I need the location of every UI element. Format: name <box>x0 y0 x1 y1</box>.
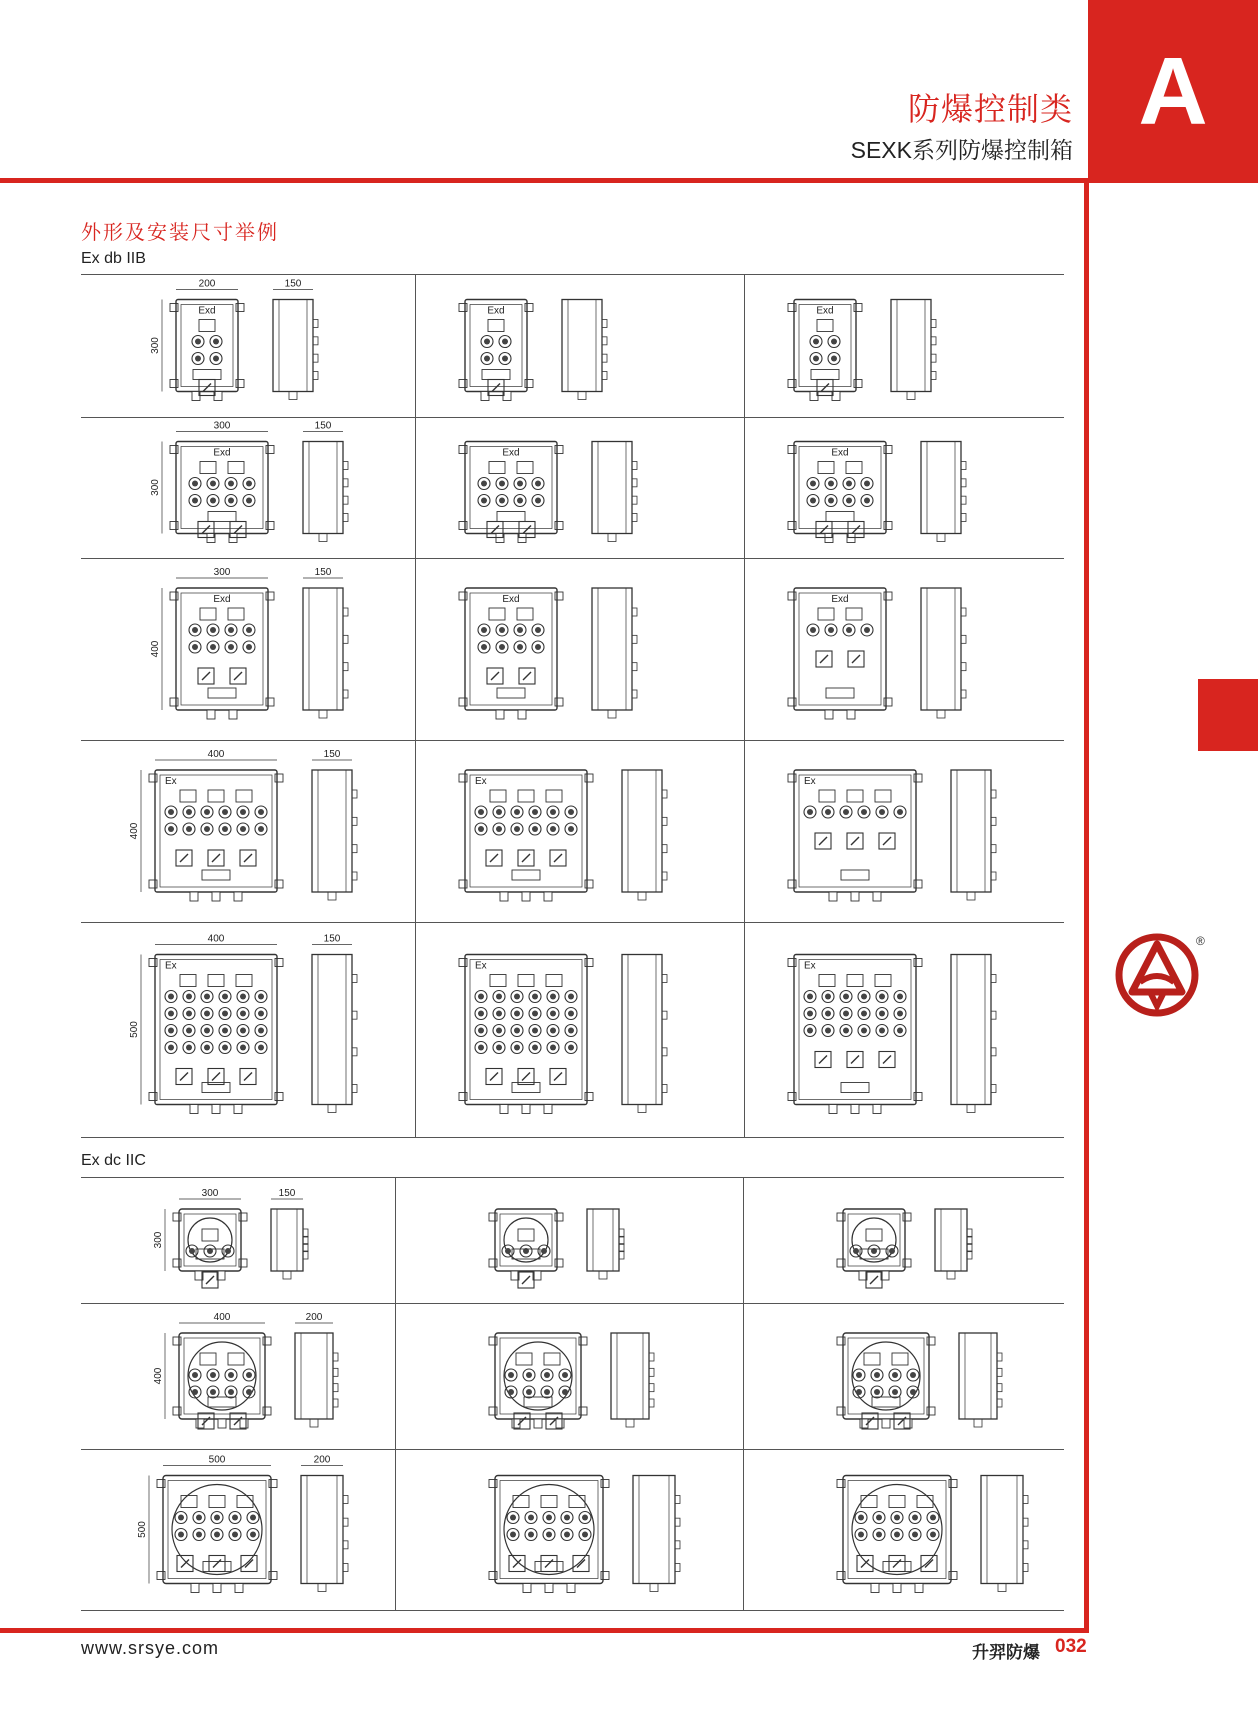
table-rule <box>81 1137 1064 1138</box>
enclosure-drawing <box>395 1303 743 1449</box>
drawing-cell <box>81 1303 395 1449</box>
drawing-cell <box>744 740 1064 922</box>
drawing-cell <box>395 1177 743 1303</box>
enclosure-drawing <box>744 274 1064 417</box>
front-view <box>179 1333 265 1419</box>
width-dimension-label: 400 <box>207 749 225 760</box>
depth-dimension-label: 150 <box>284 278 302 290</box>
drawing-cell <box>81 740 415 922</box>
drawing-cell <box>395 1449 743 1610</box>
drawing-cell <box>743 1303 1064 1449</box>
category-tab <box>1088 0 1258 183</box>
ex-mark-label: Exd <box>831 447 849 459</box>
height-dimension-label: 400 <box>153 1367 164 1385</box>
height-dimension-label: 500 <box>129 1021 140 1038</box>
enclosure-drawing <box>81 274 415 417</box>
drawing-cell <box>81 1177 395 1303</box>
width-dimension-label: 200 <box>198 278 216 290</box>
drawing-cell <box>81 558 415 740</box>
width-dimension-label: 500 <box>208 1454 226 1466</box>
footer-divider <box>0 1628 1089 1633</box>
ex-mark-label: Ex <box>165 776 177 787</box>
enclosure-drawing <box>415 417 744 558</box>
width-dimension-label: 400 <box>207 933 225 945</box>
enclosure-drawing <box>395 1177 743 1303</box>
category-letter: A <box>1138 37 1208 145</box>
ex-mark-label: Exd <box>816 305 834 317</box>
enclosure-drawing <box>744 740 1064 922</box>
front-view <box>495 1333 581 1419</box>
front-view <box>163 1476 271 1584</box>
drawing-cell <box>415 417 744 558</box>
width-dimension-label: 300 <box>213 420 231 432</box>
ex-mark-label: Ex <box>804 960 816 972</box>
height-dimension-label: 300 <box>150 337 161 354</box>
enclosure-drawing <box>743 1449 1064 1610</box>
drawing-cell <box>415 922 744 1137</box>
company-name: 升羿防爆 <box>972 1643 1040 1662</box>
depth-dimension-label: 150 <box>314 420 332 432</box>
height-dimension-label: 300 <box>153 1231 164 1249</box>
front-view <box>465 770 587 892</box>
registered-mark: ® <box>1196 934 1205 948</box>
enclosure-drawing <box>81 922 415 1137</box>
ex-mark-label: Ex <box>475 776 487 787</box>
width-dimension-label: 300 <box>201 1188 219 1199</box>
enclosure-drawing <box>81 1177 395 1303</box>
ex-mark-label: Exd <box>213 447 231 459</box>
drawing-cell <box>81 1449 395 1610</box>
enclosure-drawing <box>744 922 1064 1137</box>
drawing-cell <box>744 417 1064 558</box>
enclosure-drawing <box>415 922 744 1137</box>
enclosure-drawing <box>81 740 415 922</box>
front-view <box>794 770 916 892</box>
width-dimension-label: 300 <box>213 567 231 578</box>
drawing-cell <box>744 274 1064 417</box>
ex-mark-label: Exd <box>487 305 505 317</box>
drawing-cell <box>81 417 415 558</box>
ex-mark-label: Exd <box>502 594 520 605</box>
depth-dimension-label: 150 <box>323 933 341 945</box>
side-view <box>587 1209 619 1271</box>
enclosure-drawing <box>744 417 1064 558</box>
ex-mark-label: Exd <box>831 594 849 605</box>
height-dimension-label: 300 <box>150 479 161 496</box>
series-title: SEXK系列防爆控制箱 <box>850 137 1073 163</box>
drawing-cell <box>415 274 744 417</box>
drawing-cell <box>415 740 744 922</box>
front-view <box>794 588 886 710</box>
ex-mark-label: Exd <box>213 594 231 605</box>
group-label-iic: Ex dc IIC <box>81 1152 146 1169</box>
enclosure-drawing <box>395 1449 743 1610</box>
side-index-tab <box>1198 679 1258 751</box>
website-link[interactable]: www.srsye.com <box>81 1638 220 1658</box>
enclosure-drawing <box>81 558 415 740</box>
ex-mark-label: Ex <box>475 960 487 972</box>
ex-mark-label: Ex <box>804 776 816 787</box>
enclosure-drawing <box>743 1177 1064 1303</box>
side-view <box>271 1209 303 1271</box>
depth-dimension-label: 150 <box>278 1188 296 1199</box>
drawing-cell <box>743 1177 1064 1303</box>
enclosure-drawing <box>415 558 744 740</box>
header-divider <box>0 178 1088 183</box>
group-label-iib: Ex db IIB <box>81 250 146 267</box>
width-dimension-label: 400 <box>213 1312 231 1323</box>
drawing-cell <box>744 922 1064 1137</box>
enclosure-drawing <box>81 417 415 558</box>
section-title: 外形及安装尺寸举例 <box>81 222 279 244</box>
page-number: 032 <box>1055 1636 1087 1657</box>
height-dimension-label: 500 <box>137 1521 148 1538</box>
enclosure-drawing <box>81 1303 395 1449</box>
drawing-cell <box>744 558 1064 740</box>
side-view <box>935 1209 967 1271</box>
category-title: 防爆控制类 <box>907 91 1073 127</box>
ex-mark-label: Ex <box>165 960 177 972</box>
front-view <box>843 1333 929 1419</box>
depth-dimension-label: 200 <box>305 1312 323 1323</box>
ex-mark-label: Exd <box>198 305 216 317</box>
drawing-cell <box>743 1449 1064 1610</box>
brand-logo-icon <box>1112 930 1202 1020</box>
drawing-cell <box>81 274 415 417</box>
ex-mark-label: Exd <box>502 447 520 459</box>
table-rule <box>81 1610 1064 1611</box>
front-view <box>155 770 277 892</box>
front-view <box>495 1476 603 1584</box>
height-dimension-label: 400 <box>129 822 140 840</box>
enclosure-drawing <box>415 740 744 922</box>
enclosure-drawing <box>415 274 744 417</box>
enclosure-drawing <box>81 1449 395 1610</box>
height-dimension-label: 400 <box>150 640 161 658</box>
depth-dimension-label: 150 <box>323 749 341 760</box>
side-divider <box>1084 178 1089 1632</box>
drawing-cell <box>395 1303 743 1449</box>
drawing-cell <box>415 558 744 740</box>
depth-dimension-label: 150 <box>314 567 332 578</box>
enclosure-drawing <box>743 1303 1064 1449</box>
drawing-cell <box>81 922 415 1137</box>
front-view <box>843 1476 951 1584</box>
depth-dimension-label: 200 <box>313 1454 331 1466</box>
enclosure-drawing <box>744 558 1064 740</box>
